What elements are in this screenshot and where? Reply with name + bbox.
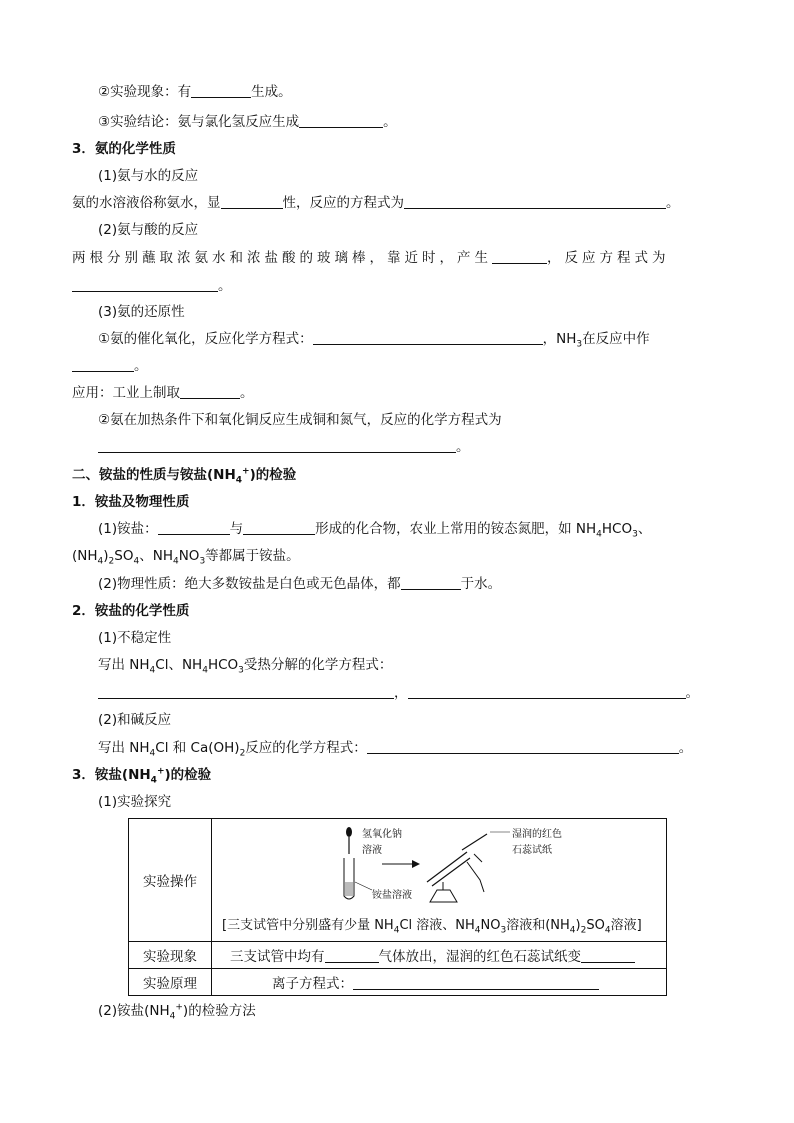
- text: 气体放出，湿润的红色石蕊试纸变: [378, 949, 581, 965]
- text: 。: [685, 685, 699, 701]
- text: 写出 NH: [98, 740, 150, 756]
- application-line: [72, 383, 254, 403]
- text: 形成的化合物，农业上常用的铵态氮肥，如 NH: [315, 521, 597, 537]
- text: (2)铵盐(NH: [98, 1003, 170, 1019]
- text: 两根分别蘸取浓氨水和浓盐酸的玻璃棒，靠近时，产生: [72, 250, 492, 266]
- subscript: 4: [97, 556, 104, 567]
- text: ③实验结论：氨与氯化氢反应生成: [98, 114, 300, 130]
- text: [三支试管中分别盛有少量 NH: [222, 917, 394, 933]
- superscript: +: [175, 1002, 183, 1013]
- text: 。: [678, 740, 693, 756]
- fill-blank[interactable]: [408, 684, 686, 699]
- text: 溶液]: [610, 917, 642, 933]
- fill-blank[interactable]: [367, 739, 679, 754]
- text: 性，反应的方程式为: [282, 195, 404, 211]
- text: (1)铵盐：: [98, 521, 158, 537]
- heading-ammonia-chem: 3．氨的化学性质: [72, 141, 176, 157]
- text: 三支试管中均有: [230, 949, 325, 965]
- text: 离子方程式：: [272, 976, 353, 992]
- text: 二、铵盐的性质与铵盐(NH: [72, 467, 236, 483]
- text: 。: [383, 114, 397, 130]
- subscript: 4: [149, 665, 156, 676]
- text: Cl 溶液、NH: [399, 917, 475, 933]
- text: 。: [218, 278, 232, 294]
- apparatus-drawing: [212, 822, 667, 904]
- copper-oxide-line-2: [98, 437, 470, 457]
- heading-ammonium-salts: [72, 465, 296, 485]
- row-head: 实验原理: [129, 969, 212, 996]
- text: 在反应中作: [582, 331, 650, 347]
- conclusion-line: [98, 112, 397, 132]
- text: ①氨的催化氧化，反应化学方程式：: [98, 331, 313, 347]
- subscript: 4: [133, 556, 140, 567]
- catalytic-oxidation-line: [98, 329, 650, 349]
- text: ，反应方程式为: [547, 250, 670, 266]
- subscript: 4: [393, 925, 400, 936]
- subscript: 4: [235, 475, 243, 486]
- subscript: 4: [596, 529, 602, 540]
- subheading-base: (2)和碱反应: [98, 712, 172, 728]
- subscript: 4: [202, 665, 208, 676]
- subheading-water: (1)氨与水的反应: [98, 168, 199, 184]
- heading-salt-physical: 1．铵盐及物理性质: [72, 494, 190, 510]
- text: 。: [456, 439, 470, 455]
- label-ammonium-solution: 铵盐溶液: [372, 889, 412, 901]
- physical-property-line: [98, 574, 501, 594]
- text: 与: [229, 521, 244, 537]
- label-litmus: 湿润的红色: [512, 828, 562, 840]
- text: 于水。: [460, 576, 502, 592]
- water-line: [72, 193, 680, 213]
- phenomenon-cell: [212, 942, 667, 969]
- acid-line-2: [72, 276, 232, 296]
- fill-blank[interactable]: [191, 83, 251, 98]
- subheading-test-method: [98, 1001, 256, 1021]
- table-row: [129, 819, 667, 942]
- text: ): [575, 917, 581, 933]
- text: 反应的化学方程式：: [245, 740, 367, 756]
- fill-blank[interactable]: [401, 575, 461, 590]
- subscript: 4: [474, 925, 481, 936]
- text: )的检验方法: [182, 1003, 256, 1019]
- text: Cl、NH: [155, 657, 203, 673]
- subscript: 2: [239, 748, 246, 759]
- subscript: 4: [149, 748, 156, 759]
- subscript: 4: [569, 925, 576, 936]
- phenomenon-line: [98, 82, 292, 102]
- salt-definition-line-2: [72, 546, 300, 566]
- subscript: 2: [580, 925, 587, 936]
- text: HCO: [601, 521, 633, 537]
- text: 溶液和(NH: [506, 917, 570, 933]
- text: NO: [178, 548, 200, 564]
- subscript: 3: [500, 925, 507, 936]
- heading-salt-chem: 2．铵盐的化学性质: [72, 603, 190, 619]
- text: 生成。: [251, 84, 292, 100]
- text: 写出 NH: [98, 657, 150, 673]
- fill-blank[interactable]: [98, 684, 394, 699]
- salt-definition-line: [98, 519, 651, 539]
- label-naoh-solution: 溶液: [362, 844, 382, 856]
- fill-blank[interactable]: [299, 113, 383, 128]
- subscript: 4: [604, 925, 611, 936]
- table-row: [129, 969, 667, 996]
- fill-blank[interactable]: [353, 975, 599, 990]
- row-head: 实验现象: [129, 942, 212, 969]
- text: SO: [114, 548, 134, 564]
- fill-blank[interactable]: [313, 330, 543, 345]
- subscript: 3: [632, 529, 638, 540]
- text: ②实验现象：有: [98, 84, 192, 100]
- text: ，: [394, 685, 408, 701]
- table-row: [129, 942, 667, 969]
- operation-cell: [212, 819, 667, 942]
- fill-blank[interactable]: [158, 520, 230, 535]
- copper-oxide-line: ②氨在加热条件下和氧化铜反应生成铜和氮气，反应的化学方程式为: [98, 412, 502, 428]
- unstable-question: [98, 655, 392, 675]
- subheading-reduction: (3)氨的还原性: [98, 304, 185, 320]
- text: 等都属于铵盐。: [205, 548, 300, 564]
- text: ，NH: [542, 331, 577, 347]
- label-litmus-paper: 石蕊试纸: [512, 844, 552, 856]
- text: 受热分解的化学方程式：: [243, 657, 393, 673]
- subscript: 3: [238, 665, 244, 676]
- catalytic-oxidation-line-2: [72, 356, 148, 376]
- subheading-explore: (1)实验探究: [98, 794, 172, 810]
- text: 应用：工业上制取: [72, 385, 180, 401]
- fill-blank[interactable]: [98, 438, 456, 453]
- text: (2)物理性质：绝大多数铵盐是白色或无色晶体，都: [98, 576, 401, 592]
- fill-blank[interactable]: [72, 277, 218, 292]
- principle-cell: [212, 969, 667, 996]
- text: 。: [134, 358, 148, 374]
- subscript: 2: [108, 556, 115, 567]
- apparatus-figure: [212, 822, 666, 904]
- text: ): [103, 548, 109, 564]
- fill-blank[interactable]: [492, 249, 547, 264]
- subscript: 4: [169, 1011, 176, 1022]
- fill-blank[interactable]: [404, 194, 666, 209]
- heading-ammonium-test: [72, 765, 211, 785]
- fill-blank[interactable]: [325, 948, 379, 963]
- subscript: 4: [150, 775, 157, 786]
- text: (NH: [72, 548, 98, 564]
- unstable-answer-line: [98, 683, 699, 703]
- text: 。: [240, 385, 254, 401]
- text: 、: [637, 521, 652, 537]
- subheading-acid: (2)氨与酸的反应: [98, 222, 199, 238]
- experiment-table: [128, 818, 667, 996]
- text: 。: [666, 195, 680, 211]
- subscript: 3: [199, 556, 206, 567]
- base-question-line: [98, 738, 692, 758]
- text: )的检验: [249, 467, 297, 483]
- fill-blank[interactable]: [581, 948, 635, 963]
- superscript: +: [242, 466, 250, 477]
- fill-blank[interactable]: [221, 194, 283, 209]
- fill-blank[interactable]: [72, 357, 134, 372]
- subheading-unstable: (1)不稳定性: [98, 630, 172, 646]
- text: SO: [586, 917, 605, 933]
- superscript: +: [156, 766, 165, 777]
- fill-blank[interactable]: [180, 384, 240, 399]
- text: NO: [480, 917, 501, 933]
- subscript: 3: [576, 339, 583, 350]
- text: 氨的水溶液俗称氨水，显: [72, 195, 221, 211]
- experiment-note: [212, 904, 666, 939]
- label-naoh: 氢氧化钠: [362, 828, 402, 840]
- fill-blank[interactable]: [243, 520, 315, 535]
- text: 3．铵盐(NH: [72, 767, 151, 783]
- text: HCO: [207, 657, 239, 673]
- text: )的检验: [164, 767, 212, 783]
- row-head: 实验操作: [129, 819, 212, 942]
- acid-line: [72, 248, 670, 268]
- text: 、NH: [139, 548, 173, 564]
- subscript: 4: [172, 556, 179, 567]
- text: Cl 和 Ca(OH): [155, 740, 240, 756]
